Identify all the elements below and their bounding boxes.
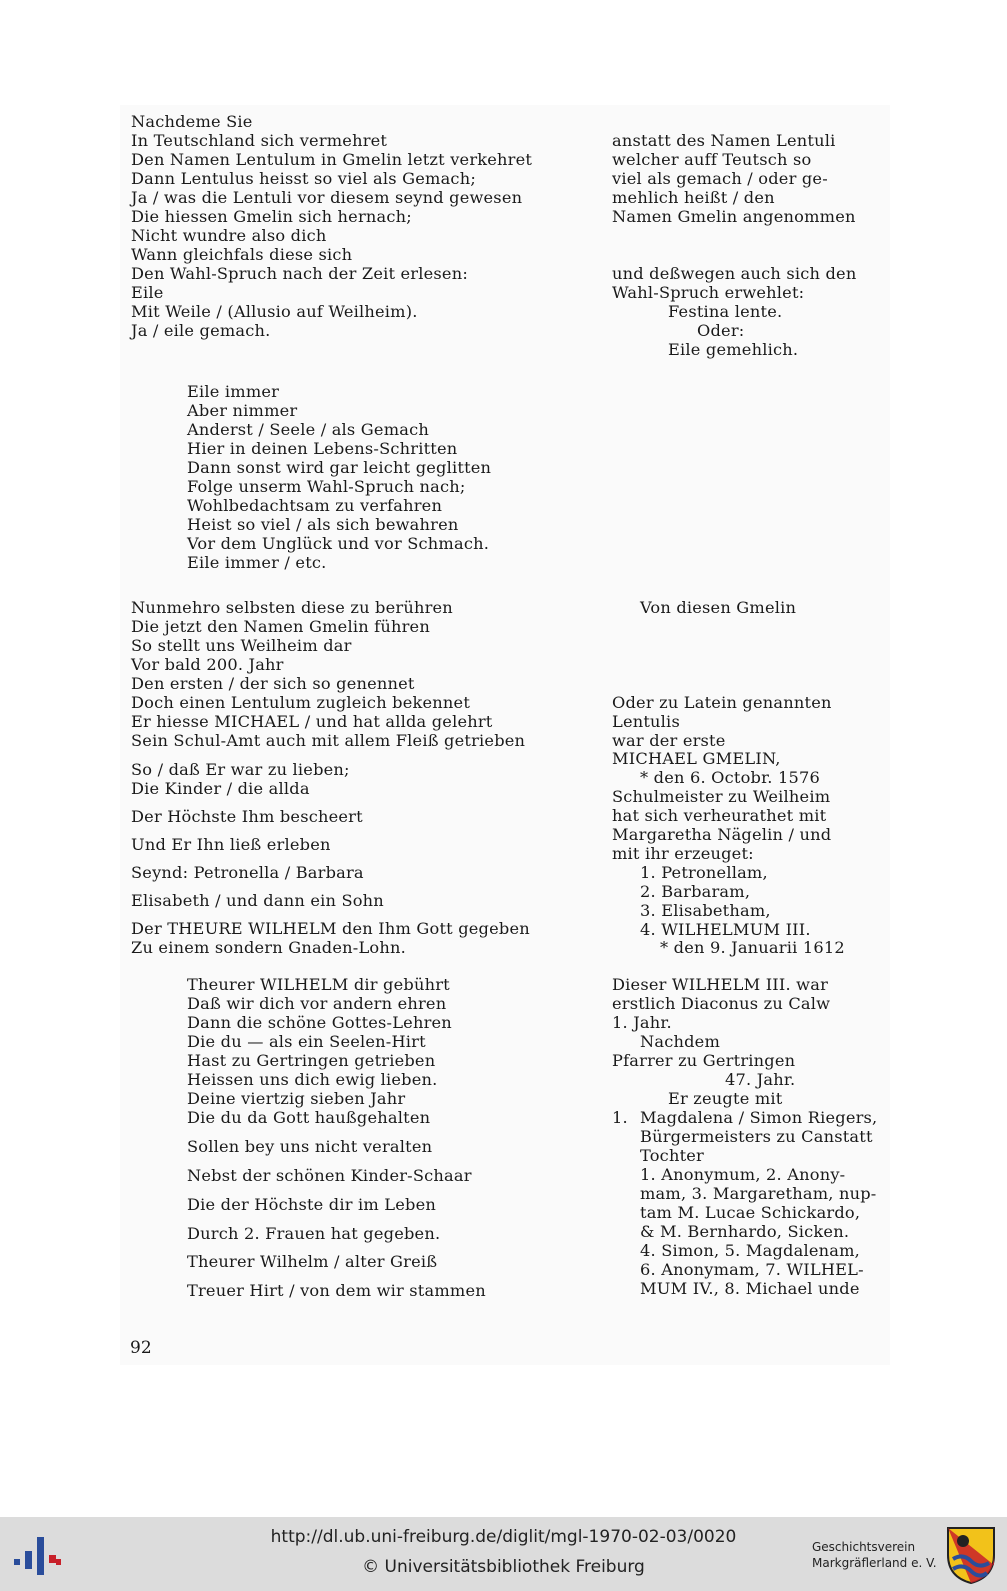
note-line: Schulmeister zu Weilheim (612, 787, 831, 806)
verse-line: Elisabeth / und dann ein Sohn (131, 891, 384, 910)
verse-line: Den Namen Lentulum in Gmelin letzt verkehret (131, 150, 533, 169)
verse-line: Daß wir dich vor andern ehren (187, 994, 447, 1013)
note-line: Eile gemehlich. (668, 340, 799, 359)
note-line: Pfarrer zu Gertringen (612, 1051, 796, 1070)
verse-line: Eile immer / etc. (187, 553, 327, 572)
verse-line: So stellt uns Weilheim dar (131, 636, 352, 655)
note-line: Dieser WILHELM III. war (612, 975, 829, 994)
note-line: 1. Jahr. (612, 1013, 672, 1032)
note-line: welcher auff Teutsch so (612, 150, 812, 169)
note-line: Festina lente. (668, 302, 783, 321)
verse-line: Durch 2. Frauen hat gegeben. (187, 1224, 441, 1243)
note-line: Margaretha Nägelin / und (612, 825, 832, 844)
note-line: mehlich heißt / den (612, 188, 775, 207)
verse-line: So / daß Er war zu lieben; (131, 760, 350, 779)
footer-url-link[interactable]: http://dl.ub.uni-freiburg.de/diglit/mgl-1970-02-03/0020 (270, 1527, 737, 1547)
verse-line: Er hiesse MICHAEL / und hat allda gelehrt (131, 712, 493, 731)
verse-line: Folge unserm Wahl-Spruch nach; (187, 477, 466, 496)
verse-line: Deine viertzig sieben Jahr (187, 1089, 406, 1108)
verse-line: Hier in deinen Lebens-Schritten (187, 439, 458, 458)
verse-line: Wann gleichfals diese sich (131, 245, 353, 264)
verse-line: Der THEURE WILHELM den Ihm Gott gegeben (131, 919, 530, 938)
note-line: war der erste (612, 731, 726, 750)
note-line: 47. Jahr. (725, 1070, 796, 1089)
verse-line: Die Kinder / die allda (131, 779, 310, 798)
note-line: Magdalena / Simon Riegers, (640, 1108, 878, 1127)
verse-line: Vor dem Unglück und vor Schmach. (187, 534, 490, 553)
verse-line: Heissen uns dich ewig lieben. (187, 1070, 438, 1089)
note-line: Lentulis (612, 712, 680, 731)
verse-line: Treuer Hirt / von dem wir stammen (187, 1281, 486, 1300)
note-line: 4. WILHELMUM III. (640, 920, 811, 939)
note-line: Tochter (640, 1146, 704, 1165)
verse-line: Vor bald 200. Jahr (131, 655, 284, 674)
note-line: * den 9. Januarii 1612 (660, 938, 845, 957)
verse-line: Nebst der schönen Kinder-Schaar (187, 1166, 472, 1185)
note-line: Namen Gmelin angenommen (612, 207, 856, 226)
note-line: MICHAEL GMELIN, (612, 749, 781, 768)
verse-line: Eile immer (187, 382, 280, 401)
note-line: mit ihr erzeuget: (612, 844, 754, 863)
society-name[interactable] (812, 1539, 937, 1571)
verse-line: Aber nimmer (187, 401, 298, 420)
verse-line: In Teutschland sich vermehret (131, 131, 388, 150)
verse-line: Dann sonst wird gar leicht geglitten (187, 458, 492, 477)
verse-line: Ja / eile gemach. (131, 321, 271, 340)
verse-line: Die du da Gott haußgehalten (187, 1108, 431, 1127)
verse-line: Nachdeme Sie (131, 112, 253, 131)
note-line: und deßwegen auch sich den (612, 264, 857, 283)
note-line: 4. Simon, 5. Magdalenam, (640, 1241, 860, 1260)
verse-line: Nicht wundre also dich (131, 226, 327, 245)
viewer-footer (0, 1517, 1007, 1591)
note-line: Nachdem (640, 1032, 720, 1051)
note-line: Bürgermeisters zu Canstatt (640, 1127, 873, 1146)
verse-line: Sollen bey uns nicht veralten (187, 1137, 433, 1156)
verse-line: Heist so viel / als sich bewahren (187, 515, 459, 534)
verse-line: Ja / was die Lentuli vor diesem seynd gewesen (131, 188, 523, 207)
verse-line: Den Wahl-Spruch nach der Zeit erlesen: (131, 264, 468, 283)
footer-copyright: © Universitätsbibliothek Freiburg (362, 1557, 645, 1577)
note-line: 1. (612, 1108, 628, 1127)
note-line: 1. Petronellam, (640, 863, 768, 882)
note-line: Er zeugte mit (668, 1089, 783, 1108)
verse-line: Hast zu Gertringen getrieben (187, 1051, 436, 1070)
verse-line: Den ersten / der sich so genennet (131, 674, 415, 693)
verse-line: Doch einen Lentulum zugleich bekennet (131, 693, 471, 712)
verse-line: Nunmehro selbsten diese zu berühren (131, 598, 453, 617)
note-line: Von diesen Gmelin (640, 598, 797, 617)
verse-line: Die der Höchste dir im Leben (187, 1195, 436, 1214)
verse-line: Theurer Wilhelm / alter Greiß (187, 1252, 438, 1271)
page-number: 92 (130, 1338, 152, 1358)
verse-line: Seynd: Petronella / Barbara (131, 863, 364, 882)
verse-line: Sein Schul-Amt auch mit allem Fleiß getrieben (131, 731, 526, 750)
note-line: 2. Barbaram, (640, 882, 751, 901)
note-line: tam M. Lucae Schickardo, (640, 1203, 861, 1222)
note-line: anstatt des Namen Lentuli (612, 131, 836, 150)
note-line: * den 6. Octobr. 1576 (640, 768, 820, 787)
society-line-2: Markgräflerland e. V. (812, 1556, 937, 1570)
society-line-1: Geschichtsverein (812, 1540, 916, 1554)
note-line: 1. Anonymum, 2. Anony- (640, 1165, 846, 1184)
note-line: viel als gemach / oder ge- (612, 169, 828, 188)
verse-line: Die jetzt den Namen Gmelin führen (131, 617, 430, 636)
verse-line: Eile (131, 283, 164, 302)
verse-line: Wohlbedachtsam zu verfahren (187, 496, 443, 515)
note-line: MUM IV., 8. Michael unde (640, 1279, 860, 1298)
note-line: 3. Elisabetham, (640, 901, 771, 920)
note-line: Wahl-Spruch erwehlet: (612, 283, 805, 302)
verse-line: Theurer WILHELM dir gebührt (187, 975, 450, 994)
note-line: hat sich verheurathet mit (612, 806, 827, 825)
note-line: & M. Bernhardo, Sicken. (640, 1222, 850, 1241)
verse-line: Die hiessen Gmelin sich hernach; (131, 207, 412, 226)
verse-line: Anderst / Seele / als Gemach (187, 420, 429, 439)
verse-line: Und Er Ihn ließ erleben (131, 835, 331, 854)
verse-line: Mit Weile / (Allusio auf Weilheim). (131, 302, 418, 321)
note-line: Oder: (697, 321, 745, 340)
verse-line: Zu einem sondern Gnaden-Lohn. (131, 938, 406, 957)
verse-line: Dann Lentulus heisst so viel als Gemach; (131, 169, 476, 188)
verse-line: Die du — als ein Seelen-Hirt (187, 1032, 426, 1051)
coat-of-arms-icon[interactable] (945, 1525, 997, 1585)
verse-line: Dann die schöne Gottes-Lehren (187, 1013, 452, 1032)
verse-line: Der Höchste Ihm bescheert (131, 807, 363, 826)
note-line: Oder zu Latein genannten (612, 693, 832, 712)
note-line: erstlich Diaconus zu Calw (612, 994, 831, 1013)
note-line: 6. Anonymam, 7. WILHEL- (640, 1260, 864, 1279)
note-line: mam, 3. Margaretham, nup- (640, 1184, 877, 1203)
